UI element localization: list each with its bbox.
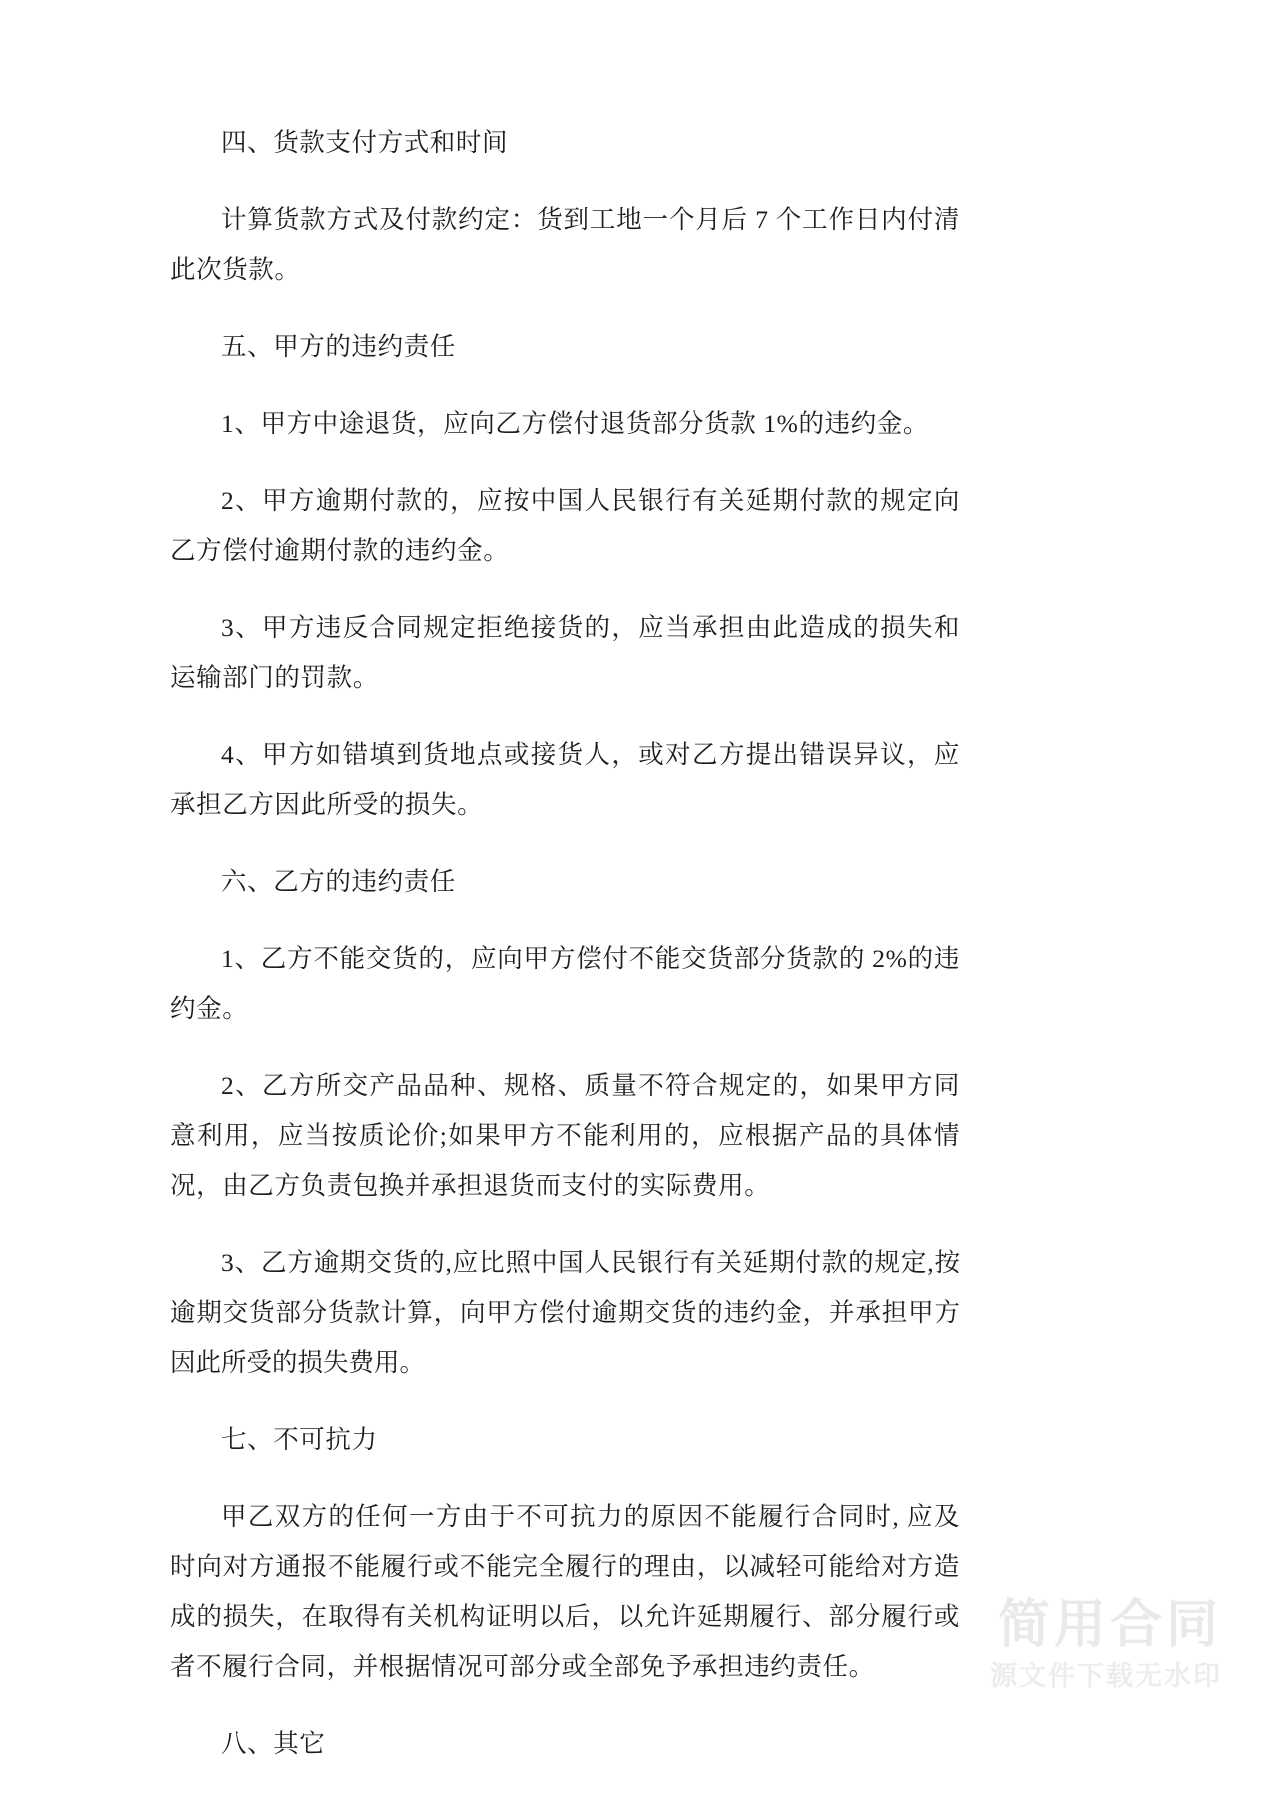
section-seven-force-majeure-body: 甲乙双方的任何一方由于不可抗力的原因不能履行合同时, 应及时向对方通报不能履行或不能完全履行的理由，以减轻可能给对方造成的损失，在取得有关机构证明以后，以允许延期履行、部分履行或者不履行合同，并根据情况可部分或全部免予承担违约责任。	[170, 1502, 960, 1681]
document-text-column	[170, 118, 960, 1796]
section-heading-four: 四、货款支付方式和时间	[221, 128, 509, 157]
section-heading-seven: 七、不可抗力	[221, 1425, 378, 1454]
section-four-payment-terms: 计算货款方式及付款约定：货到工地一个月后 7 个工作日内付清此次货款。	[170, 205, 960, 284]
section-five-item-3: 3、甲方违反合同规定拒绝接货的，应当承担由此造成的损失和运输部门的罚款。	[170, 613, 960, 692]
section-six-item-3: 3、乙方逾期交货的,应比照中国人民银行有关延期付款的规定,按逾期交货部分货款计算，向甲方偿付逾期交货的违约金，并承担甲方因此所受的损失费用。	[170, 1248, 960, 1377]
section-heading-six: 六、乙方的违约责任	[221, 867, 456, 896]
section-six-item-1: 1、乙方不能交货的，应向甲方偿付不能交货部分货款的 2%的违约金。	[170, 944, 960, 1023]
section-five-item-1: 1、甲方中途退货，应向乙方偿付退货部分货款 1%的违约金。	[221, 409, 930, 438]
watermark-subtitle-text: 源文件下载无水印	[990, 1661, 1222, 1693]
section-five-item-2: 2、甲方逾期付款的，应按中国人民银行有关延期付款的规定向乙方偿付逾期付款的违约金。	[170, 486, 960, 565]
watermark-brand-text: 简用合同	[997, 1594, 1222, 1655]
section-six-item-2: 2、乙方所交产品品种、规格、质量不符合规定的，如果甲方同意利用，应当按质论价;如果甲方不能利用的，应根据产品的具体情况，由乙方负责包换并承担退货而支付的实际费用。	[170, 1071, 960, 1200]
section-heading-eight: 八、其它	[221, 1729, 326, 1758]
section-five-item-4: 4、甲方如错填到货地点或接货人，或对乙方提出错误异议，应承担乙方因此所受的损失。	[170, 740, 960, 819]
section-heading-five: 五、甲方的违约责任	[221, 332, 456, 361]
